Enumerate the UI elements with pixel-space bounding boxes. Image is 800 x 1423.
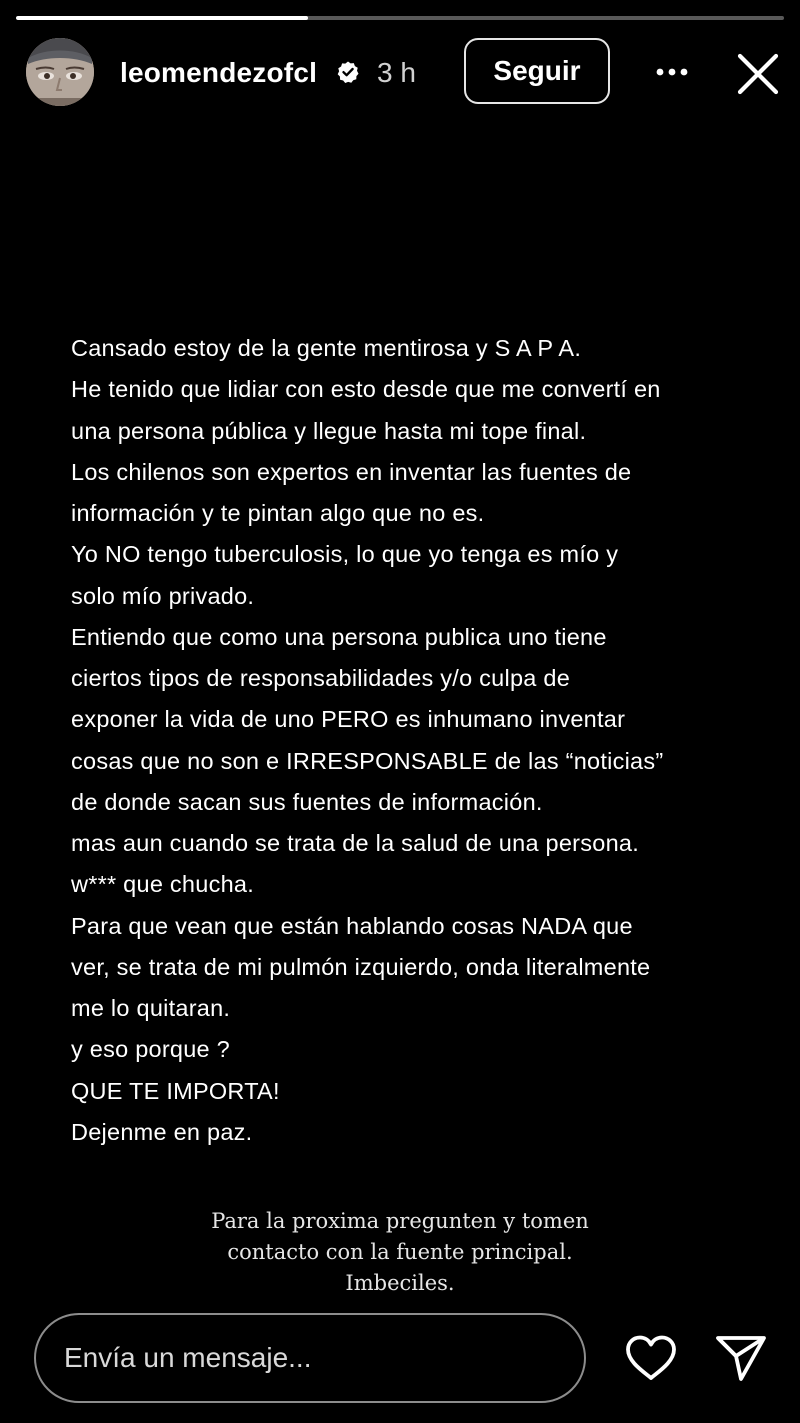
story-progress-fill [16,16,308,20]
story-text-line: ciertos tipos de responsabilidades y/o culpa de [71,665,571,691]
story-text-line: información y te pintan algo que no es. [71,500,485,526]
story-text-line: w*** que chucha. [71,871,254,898]
post-time: 3 h [377,57,416,88]
story-text-line: y eso porque ? [71,1036,230,1063]
story-text-line: Yo NO tengo tuberculosis, lo que yo tenga es mío y [71,541,619,568]
heart-icon[interactable] [624,1334,678,1382]
avatar-image [26,38,94,106]
story-text-line: una persona pública y llegue hasta mi tope final. [71,417,587,444]
story-text-line: de donde sacan sus fuentes de información. [71,788,543,815]
follow-button[interactable]: Seguir [464,38,610,104]
story-text-line: solo mío privado. [71,582,255,609]
footer-note-line: Imbeciles. [345,1271,455,1295]
story-text-line: me lo quitaran. [71,995,231,1021]
story-text-line: Los chilenos son expertos en inventar las fuentes de [71,458,632,485]
more-horizontal-icon[interactable] [652,58,692,86]
close-icon[interactable] [734,50,782,98]
send-icon[interactable] [714,1332,768,1384]
story-footer-note [100,1206,700,1299]
username[interactable]: leomendezofcl [120,57,318,88]
story-text-line: He tenido que lidiar con esto desde que me convertí en [71,376,661,403]
footer-note-line: contacto con la fuente principal. [227,1240,573,1264]
footer-note-line: Para la proxima pregunten y tomen [211,1209,589,1233]
avatar[interactable] [26,38,94,106]
story-text [71,328,751,1153]
verified-badge-icon [336,60,360,84]
story-text-line: ver, se trata de mi pulmón izquierdo, onda literalmente [71,953,651,980]
story-text-line: Entiendo que como una persona publica uno tiene [71,623,607,650]
story-text-line: Cansado estoy de la gente mentirosa y S A P A. [71,335,582,361]
message-input[interactable]: Envía un mensaje... [34,1313,586,1403]
story-text-line: Para que vean que están hablando cosas NADA que [71,912,633,939]
story-text-line: QUE TE IMPORTA! [71,1077,280,1104]
story-text-line: cosas que no son e IRRESPONSABLE de las “noticias” [71,747,664,774]
story-header [0,34,800,110]
story-text-line: Dejenme en paz. [71,1118,253,1145]
story-text-line: exponer la vida de uno PERO es inhumano inventar [71,706,626,733]
story-progress-bar [16,16,784,20]
story-text-line: mas aun cuando se trata de la salud de una persona. [71,830,639,856]
